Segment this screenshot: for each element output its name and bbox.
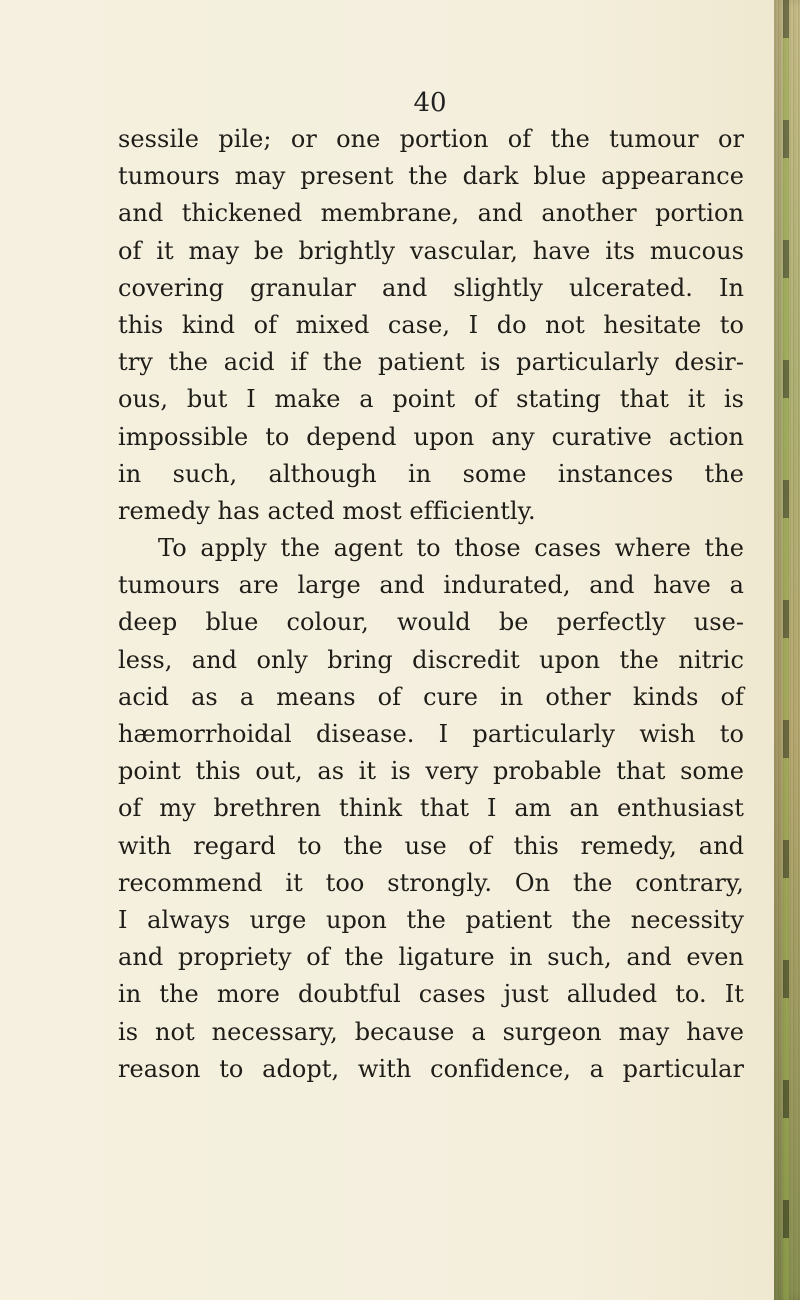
- text-line: To apply the agent to those cases where the: [158, 534, 744, 563]
- text-line: with regard to the use of this remedy, and: [118, 831, 744, 860]
- text-line: deep blue colour, would be perfectly use-: [118, 608, 744, 637]
- text-line: and thickened membrane, and another portion: [118, 199, 744, 228]
- text-line: tumours are large and indurated, and have a: [118, 571, 744, 600]
- text-line: hæmorrhoidal disease. I particularly wish to: [118, 720, 744, 748]
- text-line: ous, but I make a point of stating that it is: [118, 385, 744, 414]
- text-line: covering granular and slightly ulcerated. In: [118, 273, 744, 302]
- text-line: in the more doubtful cases just alluded to. It: [118, 980, 744, 1009]
- text-line: point this out, as it is very probable that some: [118, 757, 744, 786]
- text-line: reason to adopt, with confidence, a particular: [118, 1054, 744, 1083]
- text-line: I always urge upon the patient the necessity: [118, 905, 744, 934]
- page-number: 40: [413, 88, 447, 118]
- text-line: in such, although in some instances the: [118, 459, 744, 488]
- text-line: is not necessary, because a surgeon may have: [118, 1017, 744, 1046]
- text-line: sessile pile; or one portion of the tumour or: [118, 125, 744, 153]
- text-line: recommend it too strongly. On the contrary,: [118, 868, 744, 897]
- text-line: try the acid if the patient is particularly desir-: [118, 348, 744, 377]
- text-line: remedy has acted most efficiently.: [118, 496, 536, 525]
- text-line: tumours may present the dark blue appearance: [118, 162, 744, 191]
- book-edge: [774, 0, 800, 1300]
- body-text: [118, 121, 744, 1088]
- text-line: less, and only bring discredit upon the nitric: [118, 645, 744, 674]
- text-line: of my brethren think that I am an enthusiast: [118, 794, 744, 823]
- text-line: this kind of mixed case, I do not hesitate to: [118, 310, 744, 339]
- text-line: impossible to depend upon any curative action: [118, 422, 744, 451]
- text-line: and propriety of the ligature in such, and even: [118, 943, 744, 972]
- text-line: of it may be brightly vascular, have its mucous: [118, 236, 744, 265]
- text-line: acid as a means of cure in other kinds of: [118, 682, 744, 711]
